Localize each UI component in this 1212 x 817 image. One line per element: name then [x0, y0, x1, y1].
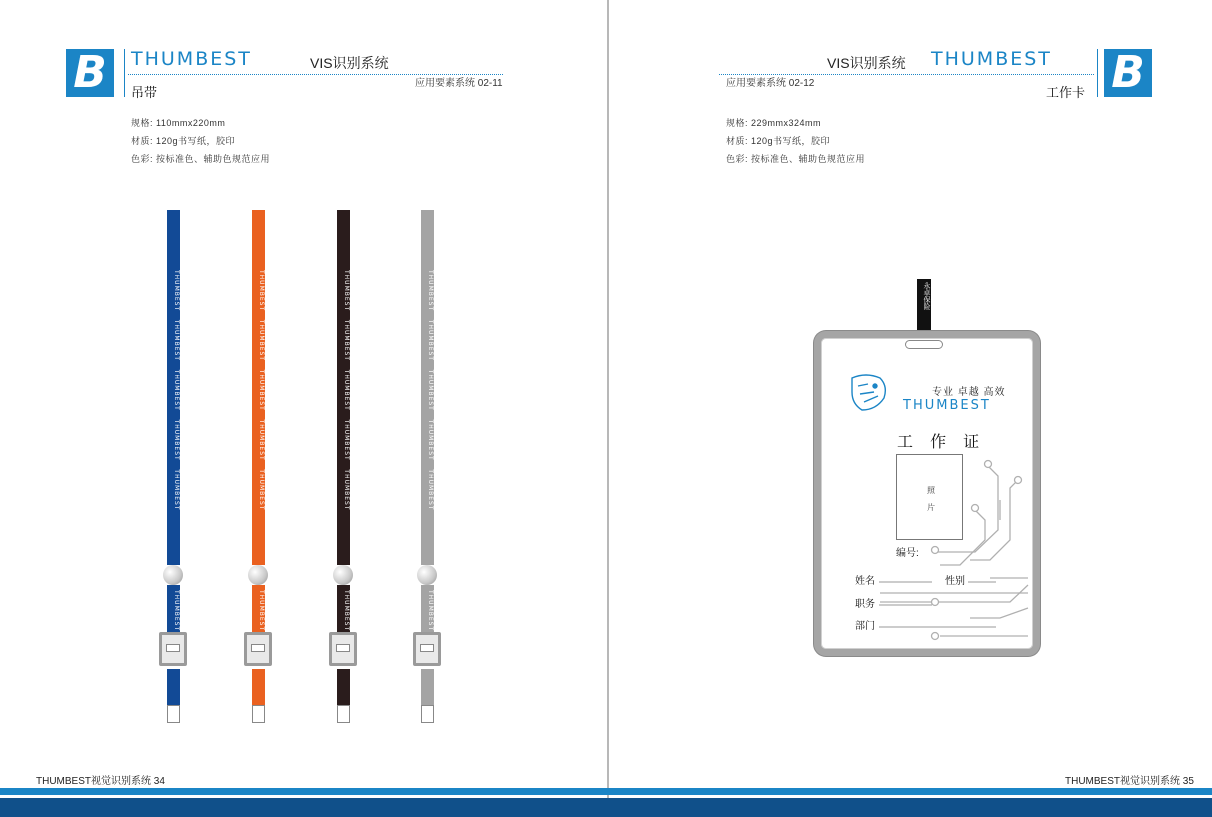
spec-color-right: 色彩: 按标准色、辅助色规范应用	[726, 154, 866, 164]
lanyard-bead	[417, 565, 437, 585]
lanyard-print: THUMBEST THUMBEST THUMBEST THUMBEST THUMBEST	[173, 269, 180, 511]
header-divider-right	[1097, 49, 1098, 97]
lanyard-buckle	[244, 632, 272, 666]
lanyard-bead	[163, 565, 183, 585]
section-title-right: 工作卡	[1046, 85, 1086, 100]
lanyard-gray	[417, 210, 437, 725]
badge-brand: THUMBEST	[903, 398, 991, 413]
lanyard-print-lower: THUMBEST	[343, 590, 350, 632]
lanyard-print-lower: THUMBEST	[258, 590, 265, 632]
lanyard-strap-end	[252, 669, 265, 705]
vis-system-label-right: VIS识别系统	[827, 55, 906, 71]
photo-label: 照 片	[927, 486, 935, 512]
lanyard-buckle	[413, 632, 441, 666]
lanyard-black	[333, 210, 353, 725]
lanyard-buckle	[329, 632, 357, 666]
lanyard-blue	[163, 210, 183, 725]
lanyard-bead	[248, 565, 268, 585]
footer-page-35: THUMBEST视觉识别系统 35	[1065, 776, 1194, 787]
lanyard-print: THUMBEST THUMBEST THUMBEST THUMBEST THUMBEST	[427, 269, 434, 511]
spec-size-right: 规格: 229mmx324mm	[726, 118, 822, 128]
spec-size: 规格: 110mmx220mm	[131, 118, 226, 128]
brand-wordmark: THUMBEST	[131, 48, 252, 70]
section-code-right: 应用要素系统 02-12	[726, 78, 815, 89]
number-label: 编号:	[896, 548, 919, 559]
lanyard-tip	[252, 705, 265, 723]
gender-label: 性别	[945, 576, 965, 587]
lanyard-strap-end	[421, 669, 434, 705]
lanyard-print: THUMBEST THUMBEST THUMBEST THUMBEST THUMBEST	[343, 269, 350, 511]
lanyard-tip	[167, 705, 180, 723]
lanyard-print: THUMBEST THUMBEST THUMBEST THUMBEST THUMBEST	[258, 269, 265, 511]
footer-page-34: THUMBEST视觉识别系统 34	[36, 776, 165, 787]
footer-band-light	[0, 788, 1212, 795]
spec-material: 材质: 120g书写纸，胶印	[131, 136, 236, 146]
lanyard-orange	[248, 210, 268, 725]
lanyard-bead	[333, 565, 353, 585]
footer-band-dark	[0, 798, 1212, 817]
brand-logo-b-right: B	[1104, 49, 1152, 97]
section-code: 应用要素系统 02-11	[415, 78, 503, 89]
position-label: 职务	[855, 599, 875, 610]
section-title: 吊带	[131, 85, 158, 100]
badge-tab-label: 永卓保险	[923, 282, 930, 310]
lanyard-buckle	[159, 632, 187, 666]
lanyard-print-lower: THUMBEST	[173, 590, 180, 632]
brand-wordmark-right: THUMBEST	[931, 48, 1052, 70]
spec-color: 色彩: 按标准色、辅助色规范应用	[131, 154, 271, 164]
lanyard-tip	[421, 705, 434, 723]
header-divider	[124, 49, 125, 97]
department-label: 部门	[855, 621, 875, 632]
brand-logo-b: B	[66, 49, 114, 97]
vis-system-label: VIS识别系统	[310, 55, 389, 71]
lanyard-strap-end	[167, 669, 180, 705]
spec-material-right: 材质: 120g书写纸，胶印	[726, 136, 831, 146]
badge-slogan: 专业 卓越 高效	[932, 387, 1006, 398]
name-label: 姓名	[855, 576, 875, 587]
badge-title: 工 作 证	[897, 432, 986, 451]
lanyard-tip	[337, 705, 350, 723]
badge-slot	[905, 340, 943, 349]
lanyard-print-lower: THUMBEST	[427, 590, 434, 632]
lanyard-strap-end	[337, 669, 350, 705]
